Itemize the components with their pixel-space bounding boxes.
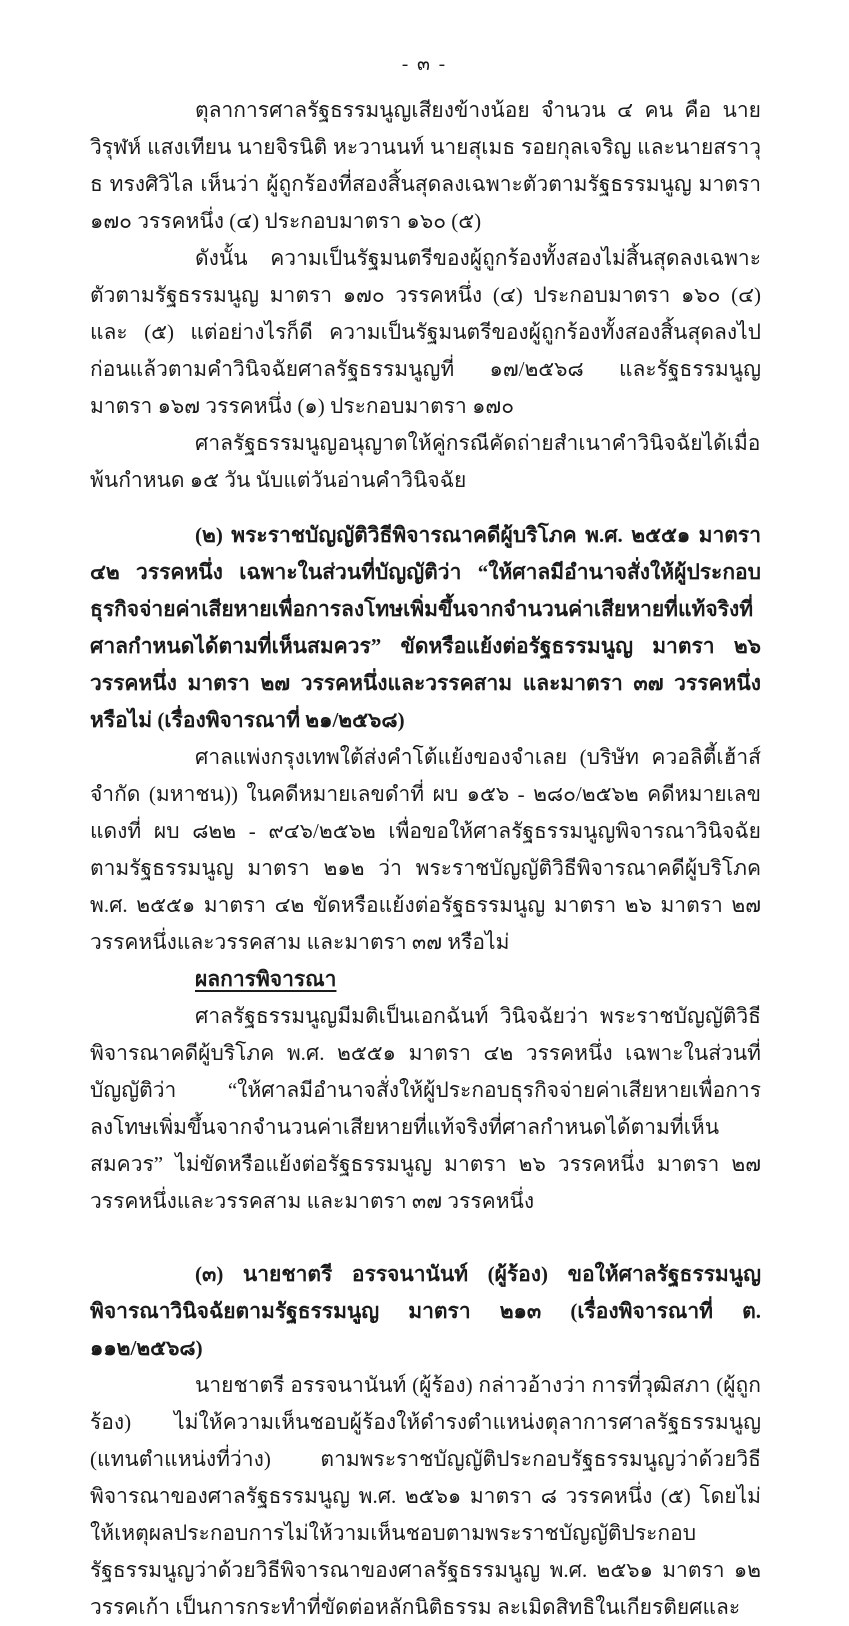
document-body (0, 92, 849, 1626)
page-number: - ๓ - (401, 54, 448, 75)
section-result-heading: ผลการพิจารณา (195, 967, 337, 991)
paragraph-case-2-ruling: ศาลรัฐธรรมนูญมีมติเป็นเอกฉันท์ วินิจฉัยว่า พระราชบัญญัติวิธีพิจารณาคดีผู้บริโภค พ.ศ. ๒๕๕๑ มาตรา ๔๒ วรรคหนึ่ง เฉพาะในส่วนที่บัญญัติว่า “ให้ศาลมีอำนาจสั่งให้ผู้ประกอบธุรกิจจ่ายค่าเสียหายเพื่อการลงโทษเพิ่มขึ้นจากจำนวนค่าเสียหายที่แท้จริงที่ศาลกำหนดได้ตามที่เห็นสมควร” ไม่ขัดหรือแย้งต่อรัฐธรรมนูญ มาตรา ๒๖ วรรคหนึ่ง มาตรา ๒๗ วรรคหนึ่งและวรรคสาม และมาตรา ๓๗ วรรคหนึ่ง (90, 1004, 761, 1213)
paragraph-case-3-background: นายชาตรี อรรจนานันท์ (ผู้ร้อง) กล่าวอ้างว่า การที่วุฒิสภา (ผู้ถูกร้อง) ไม่ให้ความเห็นชอบผู้ร้องให้ดำรงตำแหน่งตุลาการศาลรัฐธรรมนูญ (แทนตำแหน่งที่ว่าง) ตามพระราชบัญญัติประกอบรัฐธรรมนูญว่าด้วยวิธีพิจารณาของศาลรัฐธรรมนูญ พ.ศ. ๒๕๖๑ มาตรา ๘ วรรคหนึ่ง (๕) โดยไม่ให้เหตุผลประกอบการไม่ให้วามเห็นชอบตามพระราชบัญญัติประกอบรัฐธรรมนูญว่าด้วยวิธีพิจารณาของศาลรัฐธรรมนูญ พ.ศ. ๒๕๖๑ มาตรา ๑๒ วรรคเก้า เป็นการกระทำที่ขัดต่อหลักนิติธรรม ละเมิดสิทธิในเกียรติยศและ (90, 1373, 761, 1619)
paragraph-case-2-background: ศาลแพ่งกรุงเทพใต้ส่งคำโต้แย้งของจำเลย (บริษัท ควอลิตี้เฮ้าส์ จำกัด (มหาชน)) ในคดีหมายเลขดำที่ ผบ ๑๕๖ - ๒๘๐/๒๕๖๒ คดีหมายเลขแดงที่ ผบ ๘๒๒ - ๙๔๖/๒๕๖๒ เพื่อขอให้ศาลรัฐธรรมนูญพิจารณาวินิจฉัยตามรัฐธรรมนูญ มาตรา ๒๑๒ ว่า พระราชบัญญัติวิธีพิจารณาคดีผู้บริโภค พ.ศ. ๒๕๕๑ มาตรา ๔๒ ขัดหรือแย้งต่อรัฐธรรมนูญ มาตรา ๒๖ มาตรา ๒๗ วรรคหนึ่งและวรรคสาม และมาตรา ๓๗ หรือไม่ (90, 745, 761, 954)
paragraph-copy-permission: ศาลรัฐธรรมนูญอนุญาตให้คู่กรณีคัดถ่ายสำเนาคำวินิจฉัยได้เมื่อพ้นกำหนด ๑๕ วัน นับแต่วันอ่านคำวินิจฉัย (90, 431, 761, 492)
paragraph-minority-justices: ตุลาการศาลรัฐธรรมนูญเสียงข้างน้อย จำนวน ๔ คน คือ นายวิรุฬห์ แสงเทียน นายจิรนิติ หะวานนท์ นายสุเมธ รอยกุลเจริญ และนายสราวุธ ทรงศิวิไล เห็นว่า ผู้ถูกร้องที่สองสิ้นสุดลงเฉพาะตัวตามรัฐธรรมนูญ มาตรา ๑๗๐ วรรคหนึ่ง (๔) ประกอบมาตรา ๑๖๐ (๕) (90, 98, 761, 233)
paragraph-case-3-title: (๓) นายชาตรี อรรจนานันท์ (ผู้ร้อง) ขอให้ศาลรัฐธรรมนูญพิจารณาวินิจฉัยตามรัฐธรรมนูญ มาตรา ๒๑๓ (เรื่องพิจารณาที่ ต. ๑๑๒/๒๕๖๘) (90, 1262, 761, 1360)
paragraph-case-2-title: (๒) พระราชบัญญัติวิธีพิจารณาคดีผู้บริโภค พ.ศ. ๒๕๕๑ มาตรา ๔๒ วรรคหนึ่ง เฉพาะในส่วนที่บัญญัติว่า “ให้ศาลมีอำนาจสั่งให้ผู้ประกอบธุรกิจจ่ายค่าเสียหายเพื่อการลงโทษเพิ่มขึ้นจากจำนวนค่าเสียหายที่แท้จริงที่ศาลกำหนดได้ตามที่เห็นสมควร” ขัดหรือแย้งต่อรัฐธรรมนูญ มาตรา ๒๖ วรรคหนึ่ง มาตรา ๒๗ วรรคหนึ่งและวรรคสาม และมาตรา ๓๗ วรรคหนึ่ง หรือไม่ (เรื่องพิจารณาที่ ๒๑/๒๕๖๘) (90, 523, 761, 732)
paragraph-conclusion-ministers: ดังนั้น ความเป็นรัฐมนตรีของผู้ถูกร้องทั้งสองไม่สิ้นสุดลงเฉพาะตัวตามรัฐธรรมนูญ มาตรา ๑๗๐ วรรคหนึ่ง (๔) ประกอบมาตรา ๑๖๐ (๔) และ (๕) แต่อย่างไรก็ดี ความเป็นรัฐมนตรีของผู้ถูกร้องทั้งสองสิ้นสุดลงไปก่อนแล้วตามคำวินิจฉัยศาลรัฐธรรมนูญที่ ๑๗/๒๕๖๘ และรัฐธรรมนูญ มาตรา ๑๖๗ วรรคหนึ่ง (๑) ประกอบมาตรา ๑๗๐ (90, 246, 761, 418)
